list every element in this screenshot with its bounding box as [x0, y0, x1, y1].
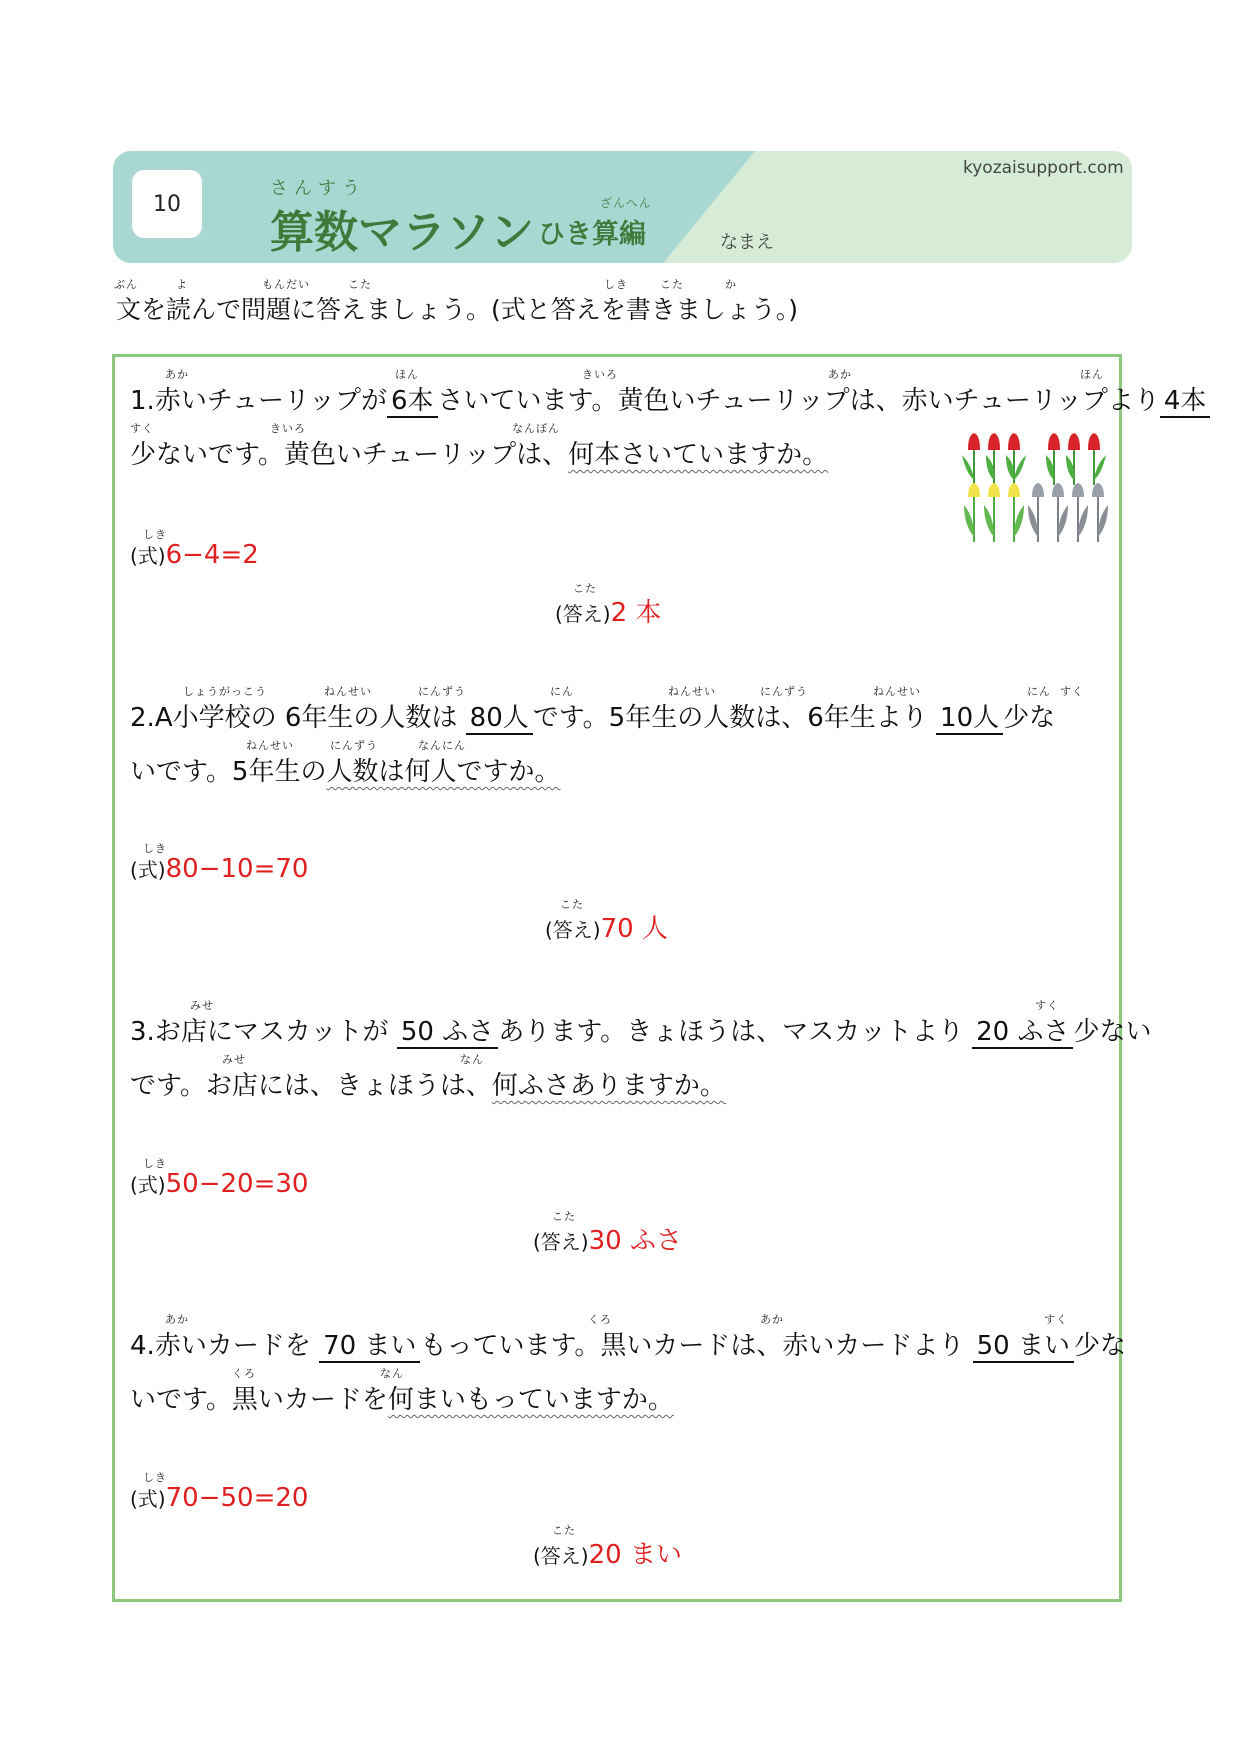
underlined-value: 50 まい	[973, 1331, 1074, 1363]
problem-1-line-1	[130, 380, 1210, 417]
name-label: なまえ	[720, 232, 774, 253]
answer-label: (答え)	[533, 1230, 589, 1254]
problem-number: 2.	[130, 703, 155, 733]
problem-4-shiki	[130, 1483, 308, 1513]
problem-2-line-1	[130, 697, 1055, 734]
question-phrase: 何ふさありますか。	[491, 1071, 726, 1101]
ruby: きいろ	[582, 368, 618, 381]
ruby: しょうがっこう	[183, 685, 267, 698]
shiki-label: (式)	[130, 858, 166, 882]
problem-text: 少な	[1073, 1331, 1126, 1361]
problem-number: 3.	[130, 1017, 155, 1047]
shiki-label: (式)	[130, 1173, 166, 1197]
answer-label: (答え)	[533, 1544, 589, 1568]
ruby: すく	[130, 422, 154, 435]
ruby: ねんせい	[668, 685, 716, 698]
problem-text: 少ない	[1073, 1017, 1152, 1047]
problem-text: です。お店には、きょほうは、	[130, 1071, 492, 1101]
ruby: こた	[552, 1524, 576, 1537]
problem-text: です。5年生の人数は、6年生より	[532, 703, 937, 733]
answer-label: (答え)	[555, 602, 611, 626]
shiki-value: 80−10=70	[165, 854, 309, 884]
tulip-illustration	[960, 425, 1120, 555]
problem-4-line-1	[130, 1325, 1126, 1362]
page-subtitle: ひき算編	[538, 219, 646, 250]
answer-value: 30 ふさ	[588, 1226, 682, 1256]
ruby: にんずう	[418, 685, 466, 698]
problem-number: 4.	[130, 1331, 155, 1361]
ruby: あか	[165, 1313, 189, 1326]
ruby: なんぼん	[512, 422, 560, 435]
problem-text: 少な	[1003, 703, 1056, 733]
problem-3-line-1	[130, 1011, 1152, 1048]
ruby: みせ	[222, 1053, 246, 1066]
problem-1-answer	[555, 592, 661, 629]
ruby: あか	[165, 368, 189, 381]
ruby: きいろ	[270, 422, 306, 435]
shiki-value: 6−4=2	[165, 540, 259, 570]
ruby: こた	[660, 278, 684, 291]
underlined-value: 6本	[387, 386, 438, 418]
problem-text: 赤いチューリップが	[154, 386, 387, 416]
ruby: くろ	[588, 1313, 612, 1326]
problem-text: さいています。黄色いチューリップは、赤いチューリップより	[437, 386, 1160, 416]
answer-value: 70 人	[600, 914, 668, 944]
ruby: にん	[550, 685, 574, 698]
sheet-number: 10	[132, 170, 202, 238]
ruby: あか	[828, 368, 852, 381]
ruby: ねんせい	[873, 685, 921, 698]
problem-text: 赤いカードを	[154, 1331, 320, 1361]
problem-4-line-2	[130, 1379, 674, 1416]
tulip-icon	[962, 433, 1106, 485]
ruby: しき	[143, 1157, 167, 1170]
ruby: しき	[143, 528, 167, 541]
ruby: なん	[460, 1053, 484, 1066]
ruby: すく	[1060, 685, 1084, 698]
problem-3-shiki	[130, 1169, 308, 1199]
ruby: ほん	[395, 368, 419, 381]
problem-text: A小学校の 6年生の人数は	[154, 703, 466, 733]
question-phrase: 何本さいていますか。	[568, 440, 829, 470]
ruby: ほん	[1080, 368, 1104, 381]
question-phrase: 何まいもっていますか。	[387, 1385, 674, 1415]
tulip-icon	[964, 483, 1108, 542]
ruby: ねんせい	[324, 685, 372, 698]
problem-text: お店にマスカットが	[154, 1017, 397, 1047]
problem-1-line-2	[130, 434, 828, 471]
ruby: なんにん	[418, 739, 466, 752]
problem-text: いです。5年生の	[130, 757, 327, 787]
ruby: にんずう	[760, 685, 808, 698]
title-ruby: さんすう	[270, 178, 366, 199]
ruby: ぶん	[114, 278, 138, 291]
problem-4-answer	[533, 1534, 682, 1571]
underlined-value: 70 まい	[319, 1331, 420, 1363]
shiki-value: 50−20=30	[165, 1169, 309, 1199]
answer-value: 2 本	[610, 598, 662, 628]
ruby: みせ	[190, 999, 214, 1012]
problem-text: もっています。黒いカードは、赤いカードより	[420, 1331, 973, 1361]
ruby: か	[725, 278, 737, 291]
instruction-text: 文を読んで問題に答えましょう。(式と答えを書きましょう。)	[116, 295, 799, 324]
ruby: ねんせい	[246, 739, 294, 752]
shiki-value: 70−50=20	[165, 1483, 309, 1513]
answer-label: (答え)	[545, 918, 601, 942]
ruby: こた	[573, 582, 597, 595]
ruby: しき	[604, 278, 628, 291]
ruby: もんだい	[262, 278, 310, 291]
underlined-value: 10人	[936, 703, 1003, 735]
problem-2-shiki	[130, 854, 308, 884]
underlined-value: 4本	[1160, 386, 1211, 418]
problem-2-answer	[545, 908, 668, 945]
problem-text: あります。きょほうは、マスカットより	[498, 1017, 973, 1047]
problem-1-shiki	[130, 540, 259, 570]
problem-number: 1.	[130, 386, 155, 416]
answer-value: 20 まい	[588, 1540, 682, 1570]
ruby: しき	[143, 1471, 167, 1484]
ruby: にん	[1027, 685, 1051, 698]
problem-text: 少ないです。黄色いチューリップは、	[130, 440, 569, 470]
problem-3-line-2	[130, 1065, 726, 1102]
shiki-label: (式)	[130, 544, 166, 568]
ruby: にんずう	[330, 739, 378, 752]
ruby: よ	[176, 278, 188, 291]
ruby: なん	[380, 1367, 404, 1380]
problem-3-answer	[533, 1220, 682, 1257]
ruby: こた	[348, 278, 372, 291]
underlined-value: 20 ふさ	[972, 1017, 1073, 1049]
problem-2-line-2	[130, 751, 560, 788]
ruby: あか	[760, 1313, 784, 1326]
site-url[interactable]: kyozaisupport.com	[963, 158, 1124, 178]
underlined-value: 80人	[466, 703, 533, 735]
ruby: すく	[1035, 999, 1059, 1012]
ruby: しき	[143, 842, 167, 855]
subtitle-ruby: ざんへん	[600, 196, 652, 210]
ruby: こた	[560, 898, 584, 911]
ruby: こた	[552, 1210, 576, 1223]
question-phrase: 人数は何人ですか。	[326, 757, 561, 787]
page-title: 算数マラソン	[270, 207, 534, 258]
ruby: くろ	[232, 1367, 256, 1380]
ruby: すく	[1044, 1313, 1068, 1326]
underlined-value: 50 ふさ	[397, 1017, 498, 1049]
problem-text: いです。黒いカードを	[130, 1385, 388, 1415]
shiki-label: (式)	[130, 1487, 166, 1511]
